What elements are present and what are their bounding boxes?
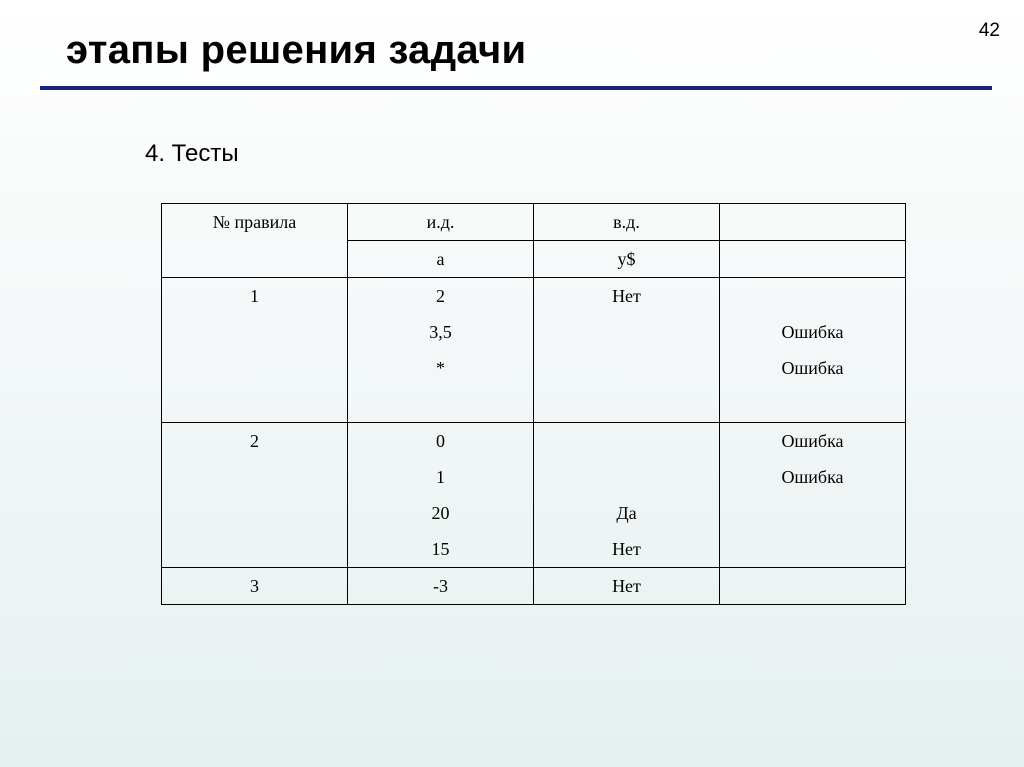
result-value — [720, 531, 905, 567]
result-value: Ошибка — [781, 358, 844, 378]
output-data-value: Нет — [612, 286, 641, 306]
result-cell — [720, 423, 906, 568]
result-value — [720, 278, 905, 314]
input-data-value: -3 — [433, 576, 448, 596]
input-data-value: 0 — [436, 431, 445, 451]
result-value: Ошибка — [781, 467, 844, 487]
output-data-cell — [534, 278, 720, 423]
output-data-value — [534, 314, 719, 350]
result-value: Ошибка — [781, 322, 844, 342]
slide-title: этапы решения задачи — [66, 28, 527, 72]
result-value — [720, 568, 905, 604]
header-rule-number: № правила — [162, 204, 348, 278]
header-extra — [720, 204, 906, 241]
section-subtitle: 4. Тесты — [145, 140, 239, 167]
table-row — [162, 278, 906, 423]
output-data-value: Да — [616, 503, 637, 523]
header-output-data: в.д. — [534, 204, 720, 241]
rule-number-cell — [162, 568, 348, 605]
output-data-cell — [534, 568, 720, 605]
output-data-cell — [534, 423, 720, 568]
subheader-output-variable: y$ — [534, 241, 720, 278]
output-data-value — [534, 350, 719, 386]
input-data-cell — [348, 278, 534, 423]
input-data-cell — [348, 423, 534, 568]
rule-number-cell — [162, 278, 348, 423]
output-data-value — [534, 423, 719, 459]
slide-number: 42 — [978, 20, 1000, 41]
result-value — [720, 386, 905, 422]
input-data-value: * — [436, 358, 445, 378]
tests-table — [161, 203, 906, 605]
tests-table-body — [162, 204, 906, 605]
rule-number-cell — [162, 423, 348, 568]
result-value: Ошибка — [781, 431, 844, 451]
table-header-row — [162, 204, 906, 241]
table-row — [162, 423, 906, 568]
input-data-value: 20 — [431, 503, 450, 523]
input-data-value: 2 — [436, 286, 445, 306]
header-input-data: и.д. — [348, 204, 534, 241]
input-data-value: 15 — [431, 539, 450, 559]
output-data-value: Нет — [612, 539, 641, 559]
subheader-input-variable: a — [348, 241, 534, 278]
rule-number: 1 — [250, 286, 259, 306]
table-row — [162, 568, 906, 605]
input-data-value — [348, 386, 533, 422]
rule-number: 2 — [250, 431, 259, 451]
result-cell — [720, 568, 906, 605]
output-data-value — [534, 386, 719, 422]
output-data-value — [534, 459, 719, 495]
title-underline — [40, 86, 992, 90]
output-data-value: Нет — [612, 576, 641, 596]
input-data-value: 1 — [436, 467, 445, 487]
result-cell — [720, 278, 906, 423]
input-data-value: 3,5 — [429, 322, 452, 342]
rule-number: 3 — [250, 576, 259, 596]
subheader-extra — [720, 241, 906, 278]
result-value — [720, 495, 905, 531]
input-data-cell — [348, 568, 534, 605]
